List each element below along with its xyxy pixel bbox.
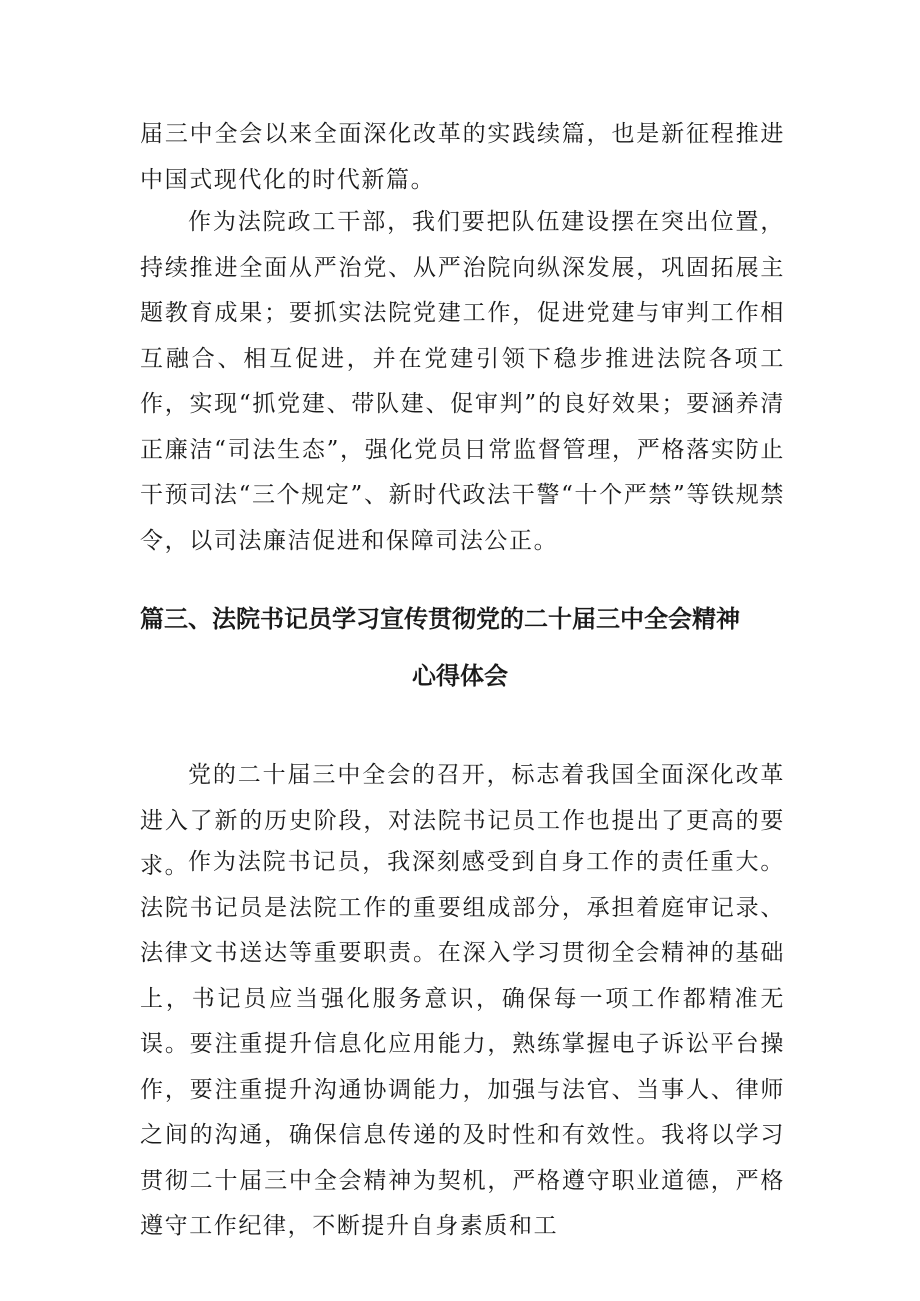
paragraph-political-work: 作为法院政工干部，我们要把队伍建设摆在突出位置，持续推进全面从严治党、从严治院向纵深发展，巩固拓展主题教育成果；要抓实法院党建工作，促进党建与审判工作相互融合、相互促进，并在党建引领下稳步推进法院各项工作，实现“抓党建、带队建、促审判”的良好效果；要涵养清正廉洁“司法生态”，强化党员日常监督管理，严格落实防止干预司法“三个规定”、新时代政法干警“十个严禁”等铁规禁令，以司法廉洁促进和保障司法公正。 [140,209,785,554]
section-heading-line1: 篇三、法院书记员学习宣传贯彻党的二十届三中全会精神 [140,605,740,633]
paragraph-clerk-duties: 作为法院书记员，我深刻感受到自身工作的责任重大。法院书记员是法院工作的重要组成部分，承担着庭审记录、法律文书送达等重要职责。在深入学习贯彻全会精神的基础上，书记员应当强化服务意识，确保每一项工作都精准无误。要注重提升信息化应用能力，熟练掌握电子诉讼平台操作，要注重提升沟通协调能力，加强与法官、当事人、律师之间的沟通，确保信息传递的及时性和有效性。我将以学习贯彻二十届三中全会精神为契机，严格遵守职业道德，严格遵守工作纪律，不断提升自身素质和工 [140,849,785,1239]
section-heading-line2: 心得体会 [412,662,508,690]
paragraph-plenary-session: 党的二十届三中全会的召开，标志着我国全面深化改革进入了新的历史阶段，对法院书记员工作也提出了更高的要求。 [140,762,785,879]
paragraph-continuation: 届三中全会以来全面深化改革的实践续篇，也是新征程推进中国式现代化的时代新篇。 [140,121,785,193]
